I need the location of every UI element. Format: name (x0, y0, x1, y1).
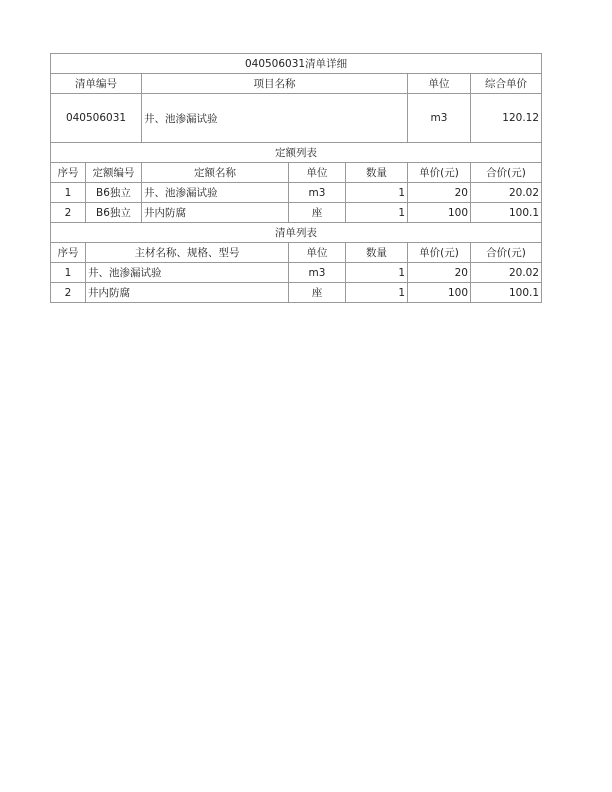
bill-price-header: 综合单价 (471, 74, 542, 94)
material-row (51, 283, 542, 303)
material-total: 20.02 (471, 263, 542, 283)
bill-header-row (51, 74, 542, 94)
materials-section-title: 清单列表 (51, 223, 542, 243)
title-row (51, 54, 542, 74)
quota-section-title: 定额列表 (51, 143, 542, 163)
bill-code: 040506031 (51, 94, 142, 143)
material-qty: 1 (346, 263, 408, 283)
material-qty: 1 (346, 283, 408, 303)
quota-name: 井内防腐 (142, 203, 289, 223)
quota-section-row (51, 143, 542, 163)
quota-qty: 1 (346, 183, 408, 203)
material-total-header: 合价(元) (471, 243, 542, 263)
material-name: 井内防腐 (86, 283, 289, 303)
quota-no-header: 序号 (51, 163, 86, 183)
quota-total: 20.02 (471, 183, 542, 203)
material-qty-header: 数量 (346, 243, 408, 263)
material-no-header: 序号 (51, 243, 86, 263)
bill-name-header: 项目名称 (142, 74, 408, 94)
quota-total-header: 合价(元) (471, 163, 542, 183)
bill-detail-sheet (50, 53, 541, 303)
material-price: 100 (408, 283, 471, 303)
bill-code-header: 清单编号 (51, 74, 142, 94)
materials-section-row (51, 223, 542, 243)
quota-unit-header: 单位 (289, 163, 346, 183)
quota-name: 井、池渗漏试验 (142, 183, 289, 203)
material-row (51, 263, 542, 283)
bill-unit-header: 单位 (408, 74, 471, 94)
quota-no: 1 (51, 183, 86, 203)
quota-price: 100 (408, 203, 471, 223)
quota-row (51, 183, 542, 203)
quota-price-header: 单价(元) (408, 163, 471, 183)
quota-code-header: 定额编号 (86, 163, 142, 183)
material-no: 2 (51, 283, 86, 303)
bill-unit: m3 (408, 94, 471, 143)
material-name: 井、池渗漏试验 (86, 263, 289, 283)
material-total: 100.1 (471, 283, 542, 303)
material-unit-header: 单位 (289, 243, 346, 263)
materials-header-row (51, 243, 542, 263)
quota-qty-header: 数量 (346, 163, 408, 183)
quota-unit: m3 (289, 183, 346, 203)
bill-row (51, 94, 542, 143)
material-unit: m3 (289, 263, 346, 283)
quota-header-row (51, 163, 542, 183)
quota-no: 2 (51, 203, 86, 223)
quota-code: B6独立 (86, 203, 142, 223)
sheet-title: 040506031清单详细 (51, 54, 542, 74)
material-unit: 座 (289, 283, 346, 303)
bill-price: 120.12 (471, 94, 542, 143)
material-no: 1 (51, 263, 86, 283)
bill-detail-table (50, 53, 542, 303)
quota-row (51, 203, 542, 223)
quota-code: B6独立 (86, 183, 142, 203)
material-name-header: 主材名称、规格、型号 (86, 243, 289, 263)
quota-qty: 1 (346, 203, 408, 223)
material-price-header: 单价(元) (408, 243, 471, 263)
quota-price: 20 (408, 183, 471, 203)
material-price: 20 (408, 263, 471, 283)
quota-name-header: 定额名称 (142, 163, 289, 183)
quota-unit: 座 (289, 203, 346, 223)
bill-name: 井、池渗漏试验 (142, 94, 408, 143)
quota-total: 100.1 (471, 203, 542, 223)
